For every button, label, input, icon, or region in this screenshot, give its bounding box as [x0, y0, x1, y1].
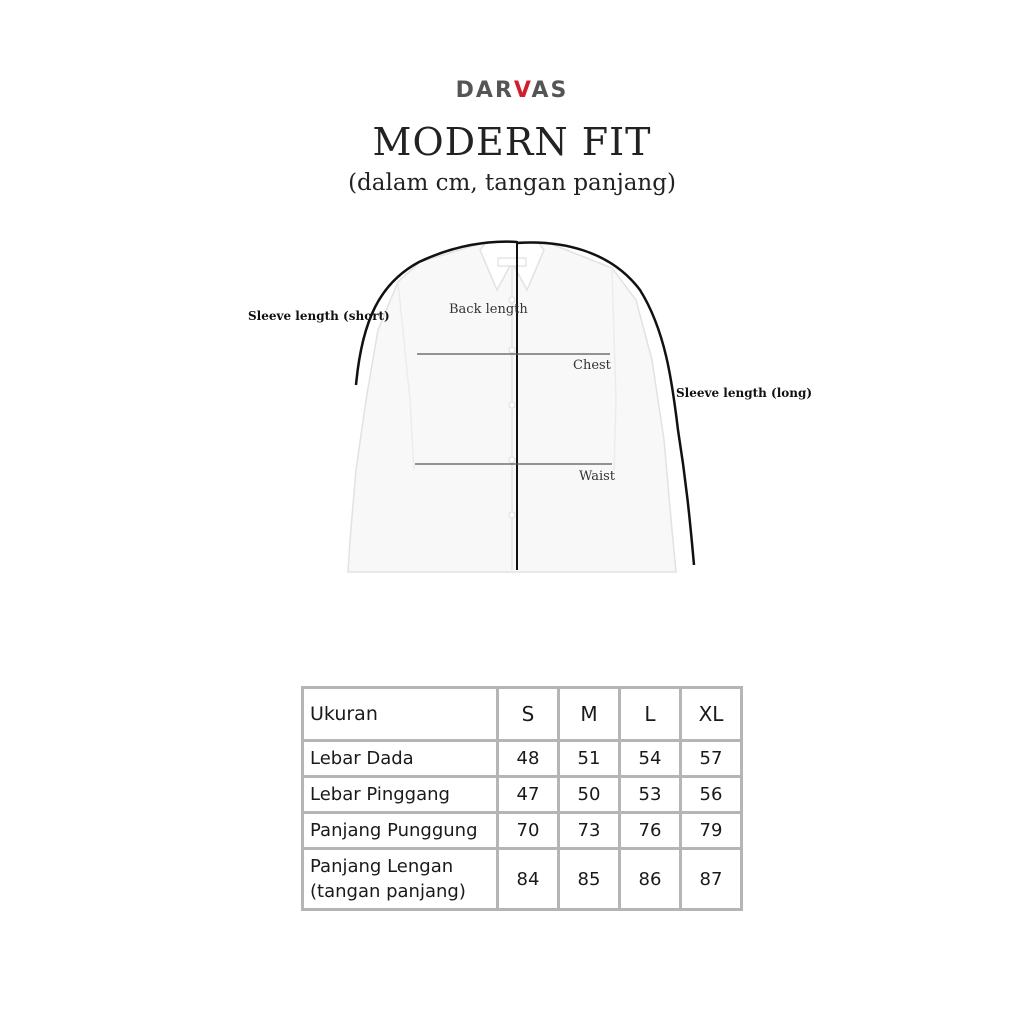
collar-tag [498, 258, 526, 266]
page-title: MODERN FIT [372, 120, 652, 164]
row-label-line1: Panjang Lengan [310, 856, 454, 877]
size-header-m: M [559, 688, 620, 741]
table-cell: 57 [681, 741, 742, 777]
shirt-button [509, 347, 515, 353]
table-cell: 50 [559, 777, 620, 813]
table-cell: 56 [681, 777, 742, 813]
table-row [303, 777, 742, 813]
table-cell: 53 [620, 777, 681, 813]
shirt-button [509, 457, 515, 463]
chest-label: Chest [573, 358, 611, 373]
size-header-label: Ukuran [303, 688, 498, 741]
table-row [303, 813, 742, 849]
table-cell: 48 [498, 741, 559, 777]
waist-label: Waist [579, 469, 616, 484]
shirt-button [509, 512, 515, 518]
table-cell: 47 [498, 777, 559, 813]
sleeve-length-short-label: Sleeve length (short) [248, 309, 390, 323]
shirt-button [509, 402, 515, 408]
row-label: Lebar Dada [303, 741, 498, 777]
table-cell: 54 [620, 741, 681, 777]
table-cell: 87 [681, 849, 742, 910]
size-header-l: L [620, 688, 681, 741]
table-row [303, 849, 742, 910]
row-label: Lebar Pinggang [303, 777, 498, 813]
size-header-s: S [498, 688, 559, 741]
table-cell: 84 [498, 849, 559, 910]
page-subtitle: (dalam cm, tangan panjang) [348, 170, 676, 196]
size-header-xl: XL [681, 688, 742, 741]
brand-logo-prefix: DAR [455, 78, 514, 103]
brand-logo-suffix: AS [531, 78, 569, 103]
table-cell: 76 [620, 813, 681, 849]
table-cell: 51 [559, 741, 620, 777]
sleeve-length-long-label: Sleeve length (long) [676, 386, 813, 400]
row-label-line2: (tangan panjang) [310, 881, 466, 902]
size-chart-table [301, 686, 743, 911]
row-label: Panjang Punggung [303, 813, 498, 849]
table-row [303, 741, 742, 777]
table-cell: 85 [559, 849, 620, 910]
size-chart-header-row [303, 688, 742, 741]
table-cell: 79 [681, 813, 742, 849]
brand-logo-accent: V [513, 78, 532, 103]
table-cell: 70 [498, 813, 559, 849]
back-length-label: Back length [449, 302, 528, 317]
table-cell: 73 [559, 813, 620, 849]
table-cell: 86 [620, 849, 681, 910]
row-label [303, 849, 498, 910]
